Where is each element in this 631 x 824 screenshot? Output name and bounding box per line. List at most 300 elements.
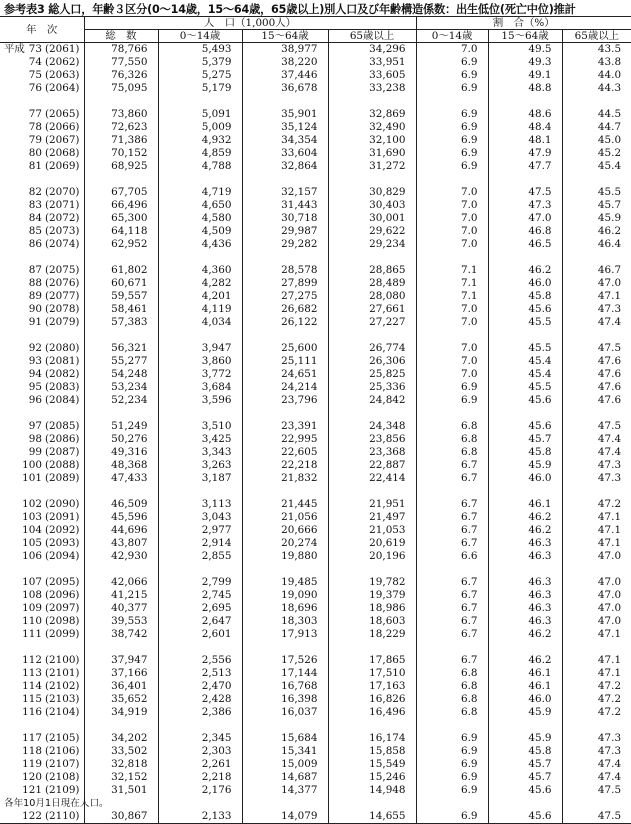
col-header-ratio-0-14: 0～14歳	[416, 30, 488, 43]
pop-65plus-cell: 17,510	[328, 667, 416, 680]
table-row	[0, 446, 631, 459]
pop-15-64-cell: 26,122	[242, 316, 328, 329]
pop-65plus-cell: 15,549	[328, 758, 416, 771]
ratio-0-14-cell: 6.9	[416, 810, 488, 824]
year-cell	[0, 56, 84, 69]
ratio-0-14-cell: 6.8	[416, 706, 488, 719]
pop-65plus-cell: 23,856	[328, 433, 416, 446]
spacer-cell	[562, 173, 631, 186]
spacer-cell	[328, 95, 416, 108]
ratio-65plus-cell: 47.5	[562, 810, 631, 824]
spacer-cell	[0, 485, 84, 498]
western-year: (2073)	[44, 225, 80, 237]
pop-15-64-cell: 37,446	[242, 69, 328, 82]
ratio-15-64-cell: 46.1	[488, 667, 562, 680]
ratio-0-14-cell: 6.9	[416, 69, 488, 82]
year-cell	[0, 264, 84, 277]
group-spacer	[0, 173, 631, 186]
ratio-65plus-cell: 45.4	[562, 160, 631, 173]
table-body	[0, 43, 631, 824]
spacer-cell	[328, 407, 416, 420]
spacer-cell	[416, 95, 488, 108]
ratio-15-64-cell: 46.3	[488, 550, 562, 563]
table-row	[0, 628, 631, 641]
spacer-cell	[0, 563, 84, 576]
heisei-year: 76	[28, 82, 42, 94]
ratio-65plus-cell: 47.1	[562, 667, 631, 680]
year-cell	[0, 706, 84, 719]
pop-15-64-cell: 30,718	[242, 212, 328, 225]
western-year: (2063)	[44, 69, 80, 81]
heisei-year: 115	[22, 693, 42, 705]
ratio-15-64-cell: 45.5	[488, 316, 562, 329]
pop-65plus-cell: 21,053	[328, 524, 416, 537]
pop-0-14-cell: 2,303	[158, 745, 242, 758]
ratio-0-14-cell: 7.0	[416, 368, 488, 381]
ratio-0-14-cell: 6.9	[416, 160, 488, 173]
pop-15-64-cell: 23,796	[242, 394, 328, 407]
table-row	[0, 524, 631, 537]
pop-15-64-cell: 16,398	[242, 693, 328, 706]
heisei-year: 116	[22, 706, 42, 718]
ratio-0-14-cell: 6.8	[416, 433, 488, 446]
ratio-0-14-cell: 6.9	[416, 732, 488, 745]
western-year: (2087)	[44, 446, 80, 458]
table-row	[0, 355, 631, 368]
heisei-year: 79	[28, 134, 42, 146]
pop-65plus-cell: 30,829	[328, 186, 416, 199]
heisei-year: 77	[28, 108, 42, 120]
pop-15-64-cell: 21,832	[242, 472, 328, 485]
ratio-65plus-cell: 47.0	[562, 615, 631, 628]
pop-65plus-cell: 22,414	[328, 472, 416, 485]
ratio-65plus-cell: 47.0	[562, 589, 631, 602]
western-year: (2076)	[44, 277, 80, 289]
table-row	[0, 381, 631, 394]
ratio-15-64-cell: 45.8	[488, 745, 562, 758]
total-cell: 37,166	[84, 667, 158, 680]
total-cell: 42,066	[84, 576, 158, 589]
table-row	[0, 576, 631, 589]
table-row	[0, 706, 631, 719]
ratio-15-64-cell: 46.2	[488, 264, 562, 277]
table-row	[0, 511, 631, 524]
ratio-65plus-cell: 46.2	[562, 225, 631, 238]
pop-0-14-cell: 2,695	[158, 602, 242, 615]
heisei-year: 120	[22, 771, 42, 783]
pop-15-64-cell: 16,768	[242, 680, 328, 693]
total-cell: 41,215	[84, 589, 158, 602]
ratio-0-14-cell: 7.1	[416, 264, 488, 277]
ratio-0-14-cell: 6.9	[416, 745, 488, 758]
pop-65plus-cell: 16,826	[328, 693, 416, 706]
ratio-15-64-cell: 46.0	[488, 472, 562, 485]
total-cell: 65,300	[84, 212, 158, 225]
table-row	[0, 472, 631, 485]
pop-15-64-cell: 22,218	[242, 459, 328, 472]
spacer-cell	[562, 563, 631, 576]
spacer-cell	[158, 485, 242, 498]
pop-65plus-cell: 29,622	[328, 225, 416, 238]
pop-0-14-cell: 4,034	[158, 316, 242, 329]
spacer-cell	[0, 173, 84, 186]
year-cell	[0, 381, 84, 394]
year-cell	[0, 498, 84, 511]
ratio-0-14-cell: 6.7	[416, 459, 488, 472]
spacer-cell	[242, 173, 328, 186]
western-year: (2097)	[44, 602, 80, 614]
table-title: 参考表3 総人口，年齢３区分(0～14歳，15～64歳，65歳以上)別人口及び年齢構造係数：出生低位(死亡中位)推計	[4, 3, 576, 16]
western-year: (2084)	[44, 394, 80, 406]
ratio-65plus-cell: 47.1	[562, 654, 631, 667]
total-cell: 70,152	[84, 147, 158, 160]
table-row	[0, 82, 631, 95]
western-year: (2082)	[44, 368, 80, 380]
total-cell: 67,705	[84, 186, 158, 199]
pop-15-64-cell: 21,056	[242, 511, 328, 524]
table-row	[0, 654, 631, 667]
heisei-year: 80	[28, 147, 42, 159]
heisei-year: 108	[22, 589, 42, 601]
year-cell	[0, 745, 84, 758]
pop-15-64-cell: 15,341	[242, 745, 328, 758]
heisei-year: 75	[28, 69, 42, 81]
spacer-cell	[84, 95, 158, 108]
ratio-0-14-cell: 7.0	[416, 355, 488, 368]
pop-0-14-cell: 4,119	[158, 303, 242, 316]
western-year: (2078)	[44, 303, 80, 315]
total-cell: 38,742	[84, 628, 158, 641]
group-spacer	[0, 641, 631, 654]
ratio-15-64-cell: 46.0	[488, 693, 562, 706]
heisei-year: 121	[22, 784, 42, 796]
heisei-year: 104	[22, 524, 42, 536]
pop-65plus-cell: 17,163	[328, 680, 416, 693]
spacer-cell	[416, 485, 488, 498]
table-row	[0, 186, 631, 199]
heisei-year: 90	[28, 303, 42, 315]
heisei-year: 110	[22, 615, 42, 627]
ratio-65plus-cell: 47.6	[562, 368, 631, 381]
ratio-15-64-cell: 45.4	[488, 368, 562, 381]
pop-0-14-cell: 2,176	[158, 784, 242, 797]
heisei-year: 94	[28, 368, 42, 380]
total-cell: 71,386	[84, 134, 158, 147]
total-cell: 30,867	[84, 810, 158, 824]
ratio-0-14-cell: 6.7	[416, 524, 488, 537]
heisei-year: 112	[22, 654, 42, 666]
pop-0-14-cell: 3,425	[158, 433, 242, 446]
ratio-15-64-cell: 48.1	[488, 134, 562, 147]
pop-15-64-cell: 22,605	[242, 446, 328, 459]
pop-15-64-cell: 17,526	[242, 654, 328, 667]
pop-65plus-cell: 31,272	[328, 160, 416, 173]
spacer-cell	[84, 329, 158, 342]
total-cell: 77,550	[84, 56, 158, 69]
pop-65plus-cell: 32,869	[328, 108, 416, 121]
pop-15-64-cell: 25,111	[242, 355, 328, 368]
spacer-cell	[0, 719, 84, 732]
pop-15-64-cell: 25,600	[242, 342, 328, 355]
heisei-year: 106	[22, 550, 42, 562]
ratio-15-64-cell: 46.8	[488, 225, 562, 238]
ratio-15-64-cell: 46.2	[488, 654, 562, 667]
total-cell: 45,596	[84, 511, 158, 524]
year-cell	[0, 589, 84, 602]
total-cell: 44,696	[84, 524, 158, 537]
ratio-15-64-cell: 45.6	[488, 784, 562, 797]
pop-0-14-cell: 4,282	[158, 277, 242, 290]
year-cell	[0, 732, 84, 745]
pop-0-14-cell: 2,977	[158, 524, 242, 537]
western-year: (2071)	[44, 199, 80, 211]
pop-0-14-cell: 4,436	[158, 238, 242, 251]
pop-15-64-cell: 20,274	[242, 537, 328, 550]
pop-0-14-cell: 4,360	[158, 264, 242, 277]
western-year: (2106)	[44, 745, 80, 757]
western-year: (2090)	[44, 498, 80, 510]
pop-0-14-cell: 3,772	[158, 368, 242, 381]
ratio-65plus-cell: 47.5	[562, 342, 631, 355]
western-year: (2061)	[44, 43, 80, 55]
pop-65plus-cell: 24,842	[328, 394, 416, 407]
pop-15-64-cell: 35,901	[242, 108, 328, 121]
spacer-cell	[158, 173, 242, 186]
spacer-cell	[328, 719, 416, 732]
pop-65plus-cell: 33,238	[328, 82, 416, 95]
pop-0-14-cell: 2,556	[158, 654, 242, 667]
spacer-cell	[84, 173, 158, 186]
western-year: (2062)	[44, 56, 80, 68]
ratio-15-64-cell: 48.8	[488, 82, 562, 95]
total-cell: 56,321	[84, 342, 158, 355]
western-year: (2091)	[44, 511, 80, 523]
heisei-year: 98	[28, 433, 42, 445]
pop-15-64-cell: 17,144	[242, 667, 328, 680]
ratio-15-64-cell: 46.1	[488, 680, 562, 693]
table-row	[0, 160, 631, 173]
pop-15-64-cell: 14,079	[242, 810, 328, 824]
table-row	[0, 420, 631, 433]
pop-65plus-cell: 14,948	[328, 784, 416, 797]
table-row	[0, 316, 631, 329]
year-cell	[0, 342, 84, 355]
pop-0-14-cell: 2,855	[158, 550, 242, 563]
pop-65plus-cell: 17,865	[328, 654, 416, 667]
spacer-cell	[158, 719, 242, 732]
group-spacer	[0, 719, 631, 732]
total-cell: 52,234	[84, 394, 158, 407]
ratio-0-14-cell: 6.7	[416, 615, 488, 628]
pop-15-64-cell: 27,899	[242, 277, 328, 290]
pop-65plus-cell: 30,403	[328, 199, 416, 212]
total-cell: 32,152	[84, 771, 158, 784]
spacer-cell	[0, 95, 84, 108]
table-row	[0, 745, 631, 758]
table-row	[0, 602, 631, 615]
total-cell: 46,509	[84, 498, 158, 511]
table-row	[0, 615, 631, 628]
ratio-0-14-cell: 6.8	[416, 667, 488, 680]
spacer-cell	[242, 563, 328, 576]
group-spacer	[0, 563, 631, 576]
total-cell: 55,277	[84, 355, 158, 368]
western-year: (2101)	[44, 667, 80, 679]
ratio-65plus-cell: 47.3	[562, 303, 631, 316]
spacer-cell	[488, 407, 562, 420]
total-cell: 66,496	[84, 199, 158, 212]
heisei-year: 74	[28, 56, 42, 68]
ratio-0-14-cell: 6.9	[416, 147, 488, 160]
western-year: (2088)	[44, 459, 80, 471]
pop-0-14-cell: 3,684	[158, 381, 242, 394]
pop-65plus-cell: 28,489	[328, 277, 416, 290]
ratio-65plus-cell: 47.3	[562, 459, 631, 472]
ratio-15-64-cell: 46.0	[488, 277, 562, 290]
total-cell: 72,623	[84, 121, 158, 134]
ratio-15-64-cell: 45.8	[488, 290, 562, 303]
western-year: (2109)	[44, 784, 80, 796]
ratio-65plus-cell: 47.1	[562, 290, 631, 303]
pop-0-14-cell: 2,513	[158, 667, 242, 680]
table-row	[0, 147, 631, 160]
western-year: (2066)	[44, 121, 80, 133]
table-row	[0, 459, 631, 472]
year-cell	[0, 225, 84, 238]
year-cell	[0, 420, 84, 433]
ratio-0-14-cell: 6.7	[416, 472, 488, 485]
western-year: (2075)	[44, 264, 80, 276]
ratio-65plus-cell: 47.4	[562, 771, 631, 784]
pop-15-64-cell: 14,377	[242, 784, 328, 797]
heisei-year: 99	[28, 446, 42, 458]
ratio-0-14-cell: 6.7	[416, 537, 488, 550]
spacer-cell	[328, 485, 416, 498]
spacer-cell	[242, 641, 328, 654]
ratio-15-64-cell: 49.3	[488, 56, 562, 69]
spacer-cell	[488, 563, 562, 576]
ratio-65plus-cell: 47.3	[562, 732, 631, 745]
western-year: (2108)	[44, 771, 80, 783]
ratio-65plus-cell: 44.5	[562, 108, 631, 121]
western-year: (2079)	[44, 316, 80, 328]
year-cell	[0, 511, 84, 524]
spacer-cell	[416, 797, 488, 810]
pop-65plus-cell: 26,306	[328, 355, 416, 368]
pop-15-64-cell: 19,880	[242, 550, 328, 563]
pop-0-14-cell: 2,647	[158, 615, 242, 628]
footnote: 各年10月1日現在人口。	[4, 798, 109, 809]
total-cell: 50,276	[84, 433, 158, 446]
table-row	[0, 368, 631, 381]
ratio-15-64-cell: 47.9	[488, 147, 562, 160]
era-label: 平成	[4, 43, 25, 55]
ratio-65plus-cell: 46.4	[562, 238, 631, 251]
heisei-year: 122	[22, 810, 42, 822]
pop-0-14-cell: 2,428	[158, 693, 242, 706]
total-cell: 59,557	[84, 290, 158, 303]
ratio-15-64-cell: 48.4	[488, 121, 562, 134]
pop-0-14-cell: 4,788	[158, 160, 242, 173]
ratio-0-14-cell: 6.9	[416, 134, 488, 147]
total-cell: 76,326	[84, 69, 158, 82]
ratio-15-64-cell: 46.2	[488, 628, 562, 641]
total-cell: 43,807	[84, 537, 158, 550]
pop-0-14-cell: 4,201	[158, 290, 242, 303]
ratio-15-64-cell: 46.3	[488, 615, 562, 628]
year-cell	[0, 186, 84, 199]
total-cell: 49,316	[84, 446, 158, 459]
heisei-year: 107	[22, 576, 42, 588]
ratio-15-64-cell: 46.3	[488, 576, 562, 589]
ratio-15-64-cell: 45.5	[488, 381, 562, 394]
ratio-15-64-cell: 45.9	[488, 459, 562, 472]
pop-15-64-cell: 32,864	[242, 160, 328, 173]
heisei-year: 101	[22, 472, 42, 484]
year-cell	[0, 147, 84, 160]
ratio-15-64-cell: 45.5	[488, 342, 562, 355]
ratio-15-64-cell: 45.6	[488, 420, 562, 433]
population-table	[0, 16, 631, 824]
pop-15-64-cell: 27,275	[242, 290, 328, 303]
pop-0-14-cell: 2,601	[158, 628, 242, 641]
ratio-0-14-cell: 6.9	[416, 82, 488, 95]
ratio-15-64-cell: 45.4	[488, 355, 562, 368]
pop-65plus-cell: 21,497	[328, 511, 416, 524]
western-year: (2095)	[44, 576, 80, 588]
spacer-cell	[488, 719, 562, 732]
ratio-0-14-cell: 6.8	[416, 446, 488, 459]
spacer-cell	[488, 797, 562, 810]
ratio-15-64-cell: 49.1	[488, 69, 562, 82]
ratio-0-14-cell: 6.7	[416, 602, 488, 615]
pop-65plus-cell: 31,690	[328, 147, 416, 160]
ratio-0-14-cell: 7.0	[416, 316, 488, 329]
ratio-15-64-cell: 45.6	[488, 303, 562, 316]
ratio-15-64-cell: 45.7	[488, 758, 562, 771]
heisei-year: 117	[22, 732, 42, 744]
pop-0-14-cell: 4,509	[158, 225, 242, 238]
western-year: (2080)	[44, 342, 80, 354]
ratio-65plus-cell: 45.2	[562, 147, 631, 160]
ratio-65plus-cell: 46.7	[562, 264, 631, 277]
spacer-cell	[84, 485, 158, 498]
pop-15-64-cell: 14,687	[242, 771, 328, 784]
spacer-cell	[242, 485, 328, 498]
western-year: (2083)	[44, 381, 80, 393]
spacer-cell	[158, 407, 242, 420]
spacer-cell	[84, 719, 158, 732]
pop-0-14-cell: 5,493	[158, 43, 242, 57]
ratio-65plus-cell: 44.7	[562, 121, 631, 134]
ratio-15-64-cell: 46.1	[488, 498, 562, 511]
pop-65plus-cell: 22,887	[328, 459, 416, 472]
spacer-cell	[488, 173, 562, 186]
spacer-cell	[242, 95, 328, 108]
spacer-cell	[328, 563, 416, 576]
total-cell: 54,248	[84, 368, 158, 381]
year-cell	[0, 277, 84, 290]
ratio-15-64-cell: 45.7	[488, 433, 562, 446]
heisei-year: 84	[28, 212, 42, 224]
pop-65plus-cell: 33,951	[328, 56, 416, 69]
table-row	[0, 303, 631, 316]
ratio-65plus-cell: 47.6	[562, 355, 631, 368]
ratio-0-14-cell: 6.9	[416, 784, 488, 797]
ratio-65plus-cell: 47.4	[562, 433, 631, 446]
pop-15-64-cell: 33,604	[242, 147, 328, 160]
pop-65plus-cell: 18,229	[328, 628, 416, 641]
